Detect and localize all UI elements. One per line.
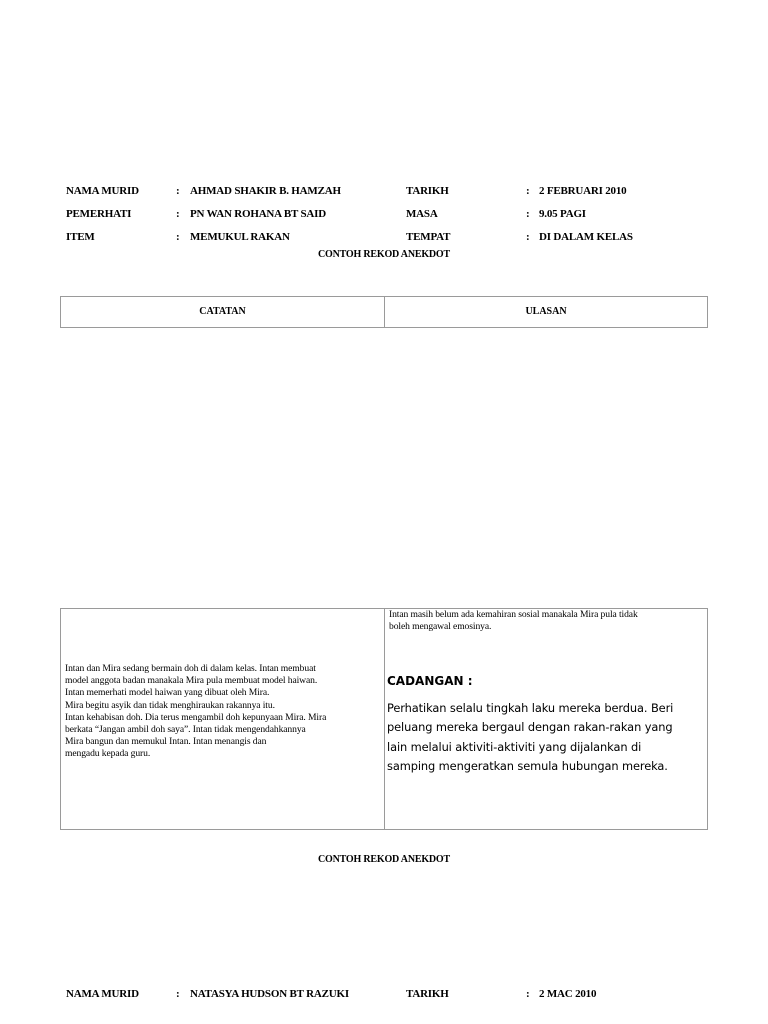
cadangan-line: lain melalui aktiviti-aktiviti yang dijalankan di [387, 739, 642, 754]
ulasan-header: ULASAN [525, 306, 567, 317]
tarikh-label: TARIKH [406, 185, 449, 197]
catatan-line: Intan memerhati model haiwan yang dibuat oleh Mira. [65, 687, 270, 699]
cadangan-line: samping mengeratkan semula hubungan mereka. [387, 759, 668, 774]
cadangan-line: peluang mereka bergaul dengan rakan-rakan yang [387, 720, 673, 735]
catatan-line: Intan kehabisan doh. Dia terus mengambil doh kepunyaan Mira. Mira [65, 711, 327, 723]
item-label: ITEM [66, 231, 95, 243]
ulasan-text [389, 609, 705, 633]
masa-value: 9.05 PAGI [539, 208, 586, 220]
catatan-line: Mira begitu asyik dan tidak menghiraukan rakannya itu. [65, 699, 275, 711]
separator: : [176, 185, 180, 197]
tarikh-value: 2 MAC 2010 [539, 988, 597, 1000]
content-divider [384, 609, 385, 829]
catatan-line: Mira bangun dan memukul Intan. Intan menangis dan [65, 736, 267, 748]
record1-title: CONTOH REKOD ANEKDOT [318, 249, 450, 260]
pemerhati-label: PEMERHATI [66, 208, 132, 220]
catatan-line: Intan dan Mira sedang bermain doh di dalam kelas. Intan membuat [65, 663, 316, 674]
ulasan-line: boleh mengawal emosinya. [389, 621, 492, 633]
pemerhati-value: PN WAN ROHANA BT SAID [190, 208, 326, 220]
item-value: MEMUKUL RAKAN [190, 231, 290, 243]
catatan-header: CATATAN [199, 306, 246, 317]
separator: : [526, 185, 530, 197]
cadangan-text [387, 699, 703, 777]
ulasan-line: Intan masih belum ada kemahiran sosial manakala Mira pula tidak [389, 609, 638, 620]
record2-title: CONTOH REKOD ANEKDOT [318, 854, 450, 865]
tarikh-value: 2 FEBRUARI 2010 [539, 185, 627, 197]
separator: : [526, 988, 530, 1000]
catatan-line: mengadu kepada guru. [65, 748, 151, 760]
nama-murid-value: AHMAD SHAKIR B. HAMZAH [190, 185, 341, 197]
catatan-line: berkata “Jangan ambil doh saya”. Intan tidak mengendahkannya [65, 724, 306, 736]
cadangan-label: CADANGAN : [387, 674, 473, 688]
nama-murid-value: NATASYA HUDSON BT RAZUKI [190, 988, 349, 1000]
masa-label: MASA [406, 208, 438, 220]
tempat-label: TEMPAT [406, 231, 451, 243]
content-table [60, 608, 708, 830]
catatan-line: model anggota badan manakala Mira pula membuat model haiwan. [65, 675, 318, 687]
nama-murid-label: NAMA MURID [66, 988, 139, 1000]
separator: : [526, 231, 530, 243]
separator: : [526, 208, 530, 220]
tempat-value: DI DALAM KELAS [539, 231, 633, 243]
separator: : [176, 231, 180, 243]
tarikh-label: TARIKH [406, 988, 449, 1000]
separator: : [176, 208, 180, 220]
cadangan-line: Perhatikan selalu tingkah laku mereka berdua. Beri [387, 701, 674, 715]
catatan-text [65, 663, 381, 761]
header-table [60, 296, 708, 328]
separator: : [176, 988, 180, 1000]
nama-murid-label: NAMA MURID [66, 185, 139, 197]
